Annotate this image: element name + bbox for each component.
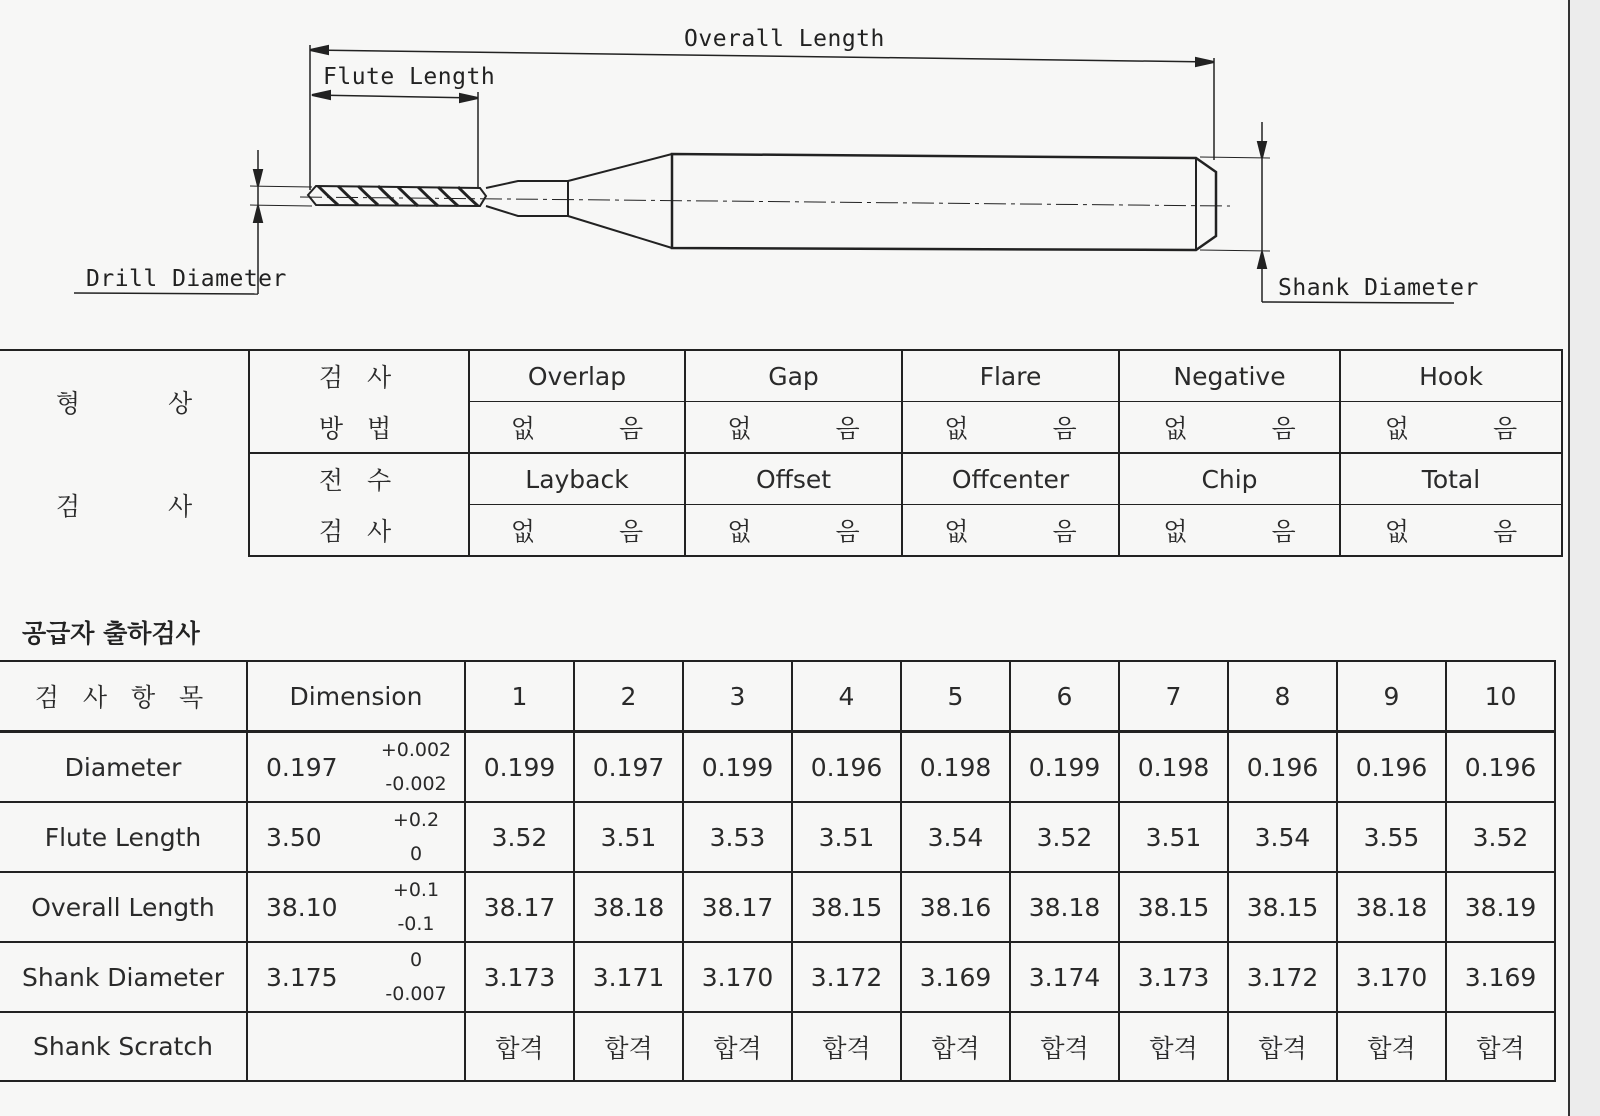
method-label-4: 검 사 bbox=[249, 505, 469, 557]
result-overlap: 없 음 bbox=[469, 402, 685, 454]
item-hook: Hook bbox=[1340, 350, 1562, 402]
measured-value: 3.54 bbox=[901, 802, 1010, 872]
table-row bbox=[0, 872, 1555, 942]
measured-value: 38.18 bbox=[574, 872, 683, 942]
item-flare: Flare bbox=[902, 350, 1119, 402]
result-gap: 없 음 bbox=[685, 402, 902, 454]
inspection-label: 검 사 bbox=[0, 453, 249, 556]
measured-value: 합격 bbox=[574, 1012, 683, 1081]
item-negative: Negative bbox=[1119, 350, 1340, 402]
measured-value: 0.197 bbox=[574, 732, 683, 803]
result-flare: 없 음 bbox=[902, 402, 1119, 454]
measured-value: 3.54 bbox=[1228, 802, 1337, 872]
item-chip: Chip bbox=[1119, 453, 1340, 505]
method-label-3: 전 수 bbox=[249, 453, 469, 505]
row-dimension bbox=[247, 802, 465, 872]
header-sample-4: 4 bbox=[792, 661, 901, 732]
measured-value: 0.196 bbox=[1337, 732, 1446, 803]
tolerance bbox=[376, 873, 456, 941]
measured-value: 38.17 bbox=[465, 872, 574, 942]
header-sample-8: 8 bbox=[1228, 661, 1337, 732]
measured-value: 0.199 bbox=[1010, 732, 1119, 803]
measured-value: 3.170 bbox=[683, 942, 792, 1012]
nominal-value: 0.197 bbox=[266, 752, 338, 782]
measured-value: 합격 bbox=[901, 1012, 1010, 1081]
measured-value: 3.173 bbox=[465, 942, 574, 1012]
table-row bbox=[0, 802, 1555, 872]
table-row bbox=[0, 732, 1555, 803]
item-offset: Offset bbox=[685, 453, 902, 505]
measured-value: 3.169 bbox=[1446, 942, 1555, 1012]
measured-value: 0.199 bbox=[683, 732, 792, 803]
row-item-label: Overall Length bbox=[0, 872, 247, 942]
measured-value: 38.19 bbox=[1446, 872, 1555, 942]
measured-value: 38.15 bbox=[1228, 872, 1337, 942]
measured-value: 3.170 bbox=[1337, 942, 1446, 1012]
table-row bbox=[0, 1012, 1555, 1081]
method-label-2: 방 법 bbox=[249, 402, 469, 454]
row-dimension bbox=[247, 942, 465, 1012]
measured-value: 38.16 bbox=[901, 872, 1010, 942]
measured-value: 3.171 bbox=[574, 942, 683, 1012]
result-layback: 없 음 bbox=[469, 505, 685, 557]
measured-value: 합격 bbox=[1337, 1012, 1446, 1081]
row-item-label: Flute Length bbox=[0, 802, 247, 872]
measured-value: 3.52 bbox=[1010, 802, 1119, 872]
measured-value: 3.51 bbox=[574, 802, 683, 872]
measured-value: 38.17 bbox=[683, 872, 792, 942]
measured-value: 합격 bbox=[683, 1012, 792, 1081]
measured-value: 합격 bbox=[1446, 1012, 1555, 1081]
tolerance-minus: -0.007 bbox=[385, 983, 447, 1005]
row-dimension bbox=[247, 872, 465, 942]
header-sample-6: 6 bbox=[1010, 661, 1119, 732]
row-dimension bbox=[247, 1012, 465, 1081]
table-header-row bbox=[0, 661, 1555, 732]
item-layback: Layback bbox=[469, 453, 685, 505]
shank-diameter-label: Shank Diameter bbox=[1278, 275, 1479, 301]
measured-value: 3.169 bbox=[901, 942, 1010, 1012]
measured-value: 0.198 bbox=[1119, 732, 1228, 803]
measured-value: 합격 bbox=[1119, 1012, 1228, 1081]
measured-value: 0.199 bbox=[465, 732, 574, 803]
method-label-1: 검 사 bbox=[249, 350, 469, 402]
result-hook: 없 음 bbox=[1340, 402, 1562, 454]
drill-diameter-label: Drill Diameter bbox=[86, 266, 287, 292]
tolerance-minus: -0.002 bbox=[385, 773, 447, 795]
tolerance-plus: +0.2 bbox=[392, 809, 440, 831]
result-total: 없 음 bbox=[1340, 505, 1562, 557]
header-dimension: Dimension bbox=[247, 661, 465, 732]
measured-value: 합격 bbox=[465, 1012, 574, 1081]
header-sample-2: 2 bbox=[574, 661, 683, 732]
measured-value: 3.172 bbox=[792, 942, 901, 1012]
item-total: Total bbox=[1340, 453, 1562, 505]
measured-value: 0.196 bbox=[792, 732, 901, 803]
result-chip: 없 음 bbox=[1119, 505, 1340, 557]
tolerance-plus: 0 bbox=[409, 949, 423, 971]
measured-value: 3.172 bbox=[1228, 942, 1337, 1012]
header-item: 검 사 항 목 bbox=[0, 661, 247, 732]
row-item-label: Shank Diameter bbox=[0, 942, 247, 1012]
measured-value: 3.53 bbox=[683, 802, 792, 872]
header-sample-10: 10 bbox=[1446, 661, 1555, 732]
tolerance-minus: 0 bbox=[409, 843, 423, 865]
row-item-label: Shank Scratch bbox=[0, 1012, 247, 1081]
tolerance-plus: +0.1 bbox=[392, 879, 440, 901]
nominal-value: 3.175 bbox=[266, 962, 338, 992]
measured-value: 3.51 bbox=[792, 802, 901, 872]
nominal-value: 3.50 bbox=[266, 822, 322, 852]
result-offcenter: 없 음 bbox=[902, 505, 1119, 557]
header-sample-3: 3 bbox=[683, 661, 792, 732]
shape-label: 형 상 bbox=[0, 350, 249, 453]
tolerance bbox=[376, 943, 456, 1011]
measured-value: 0.196 bbox=[1446, 732, 1555, 803]
header-sample-9: 9 bbox=[1337, 661, 1446, 732]
overall-length-label: Overall Length bbox=[684, 26, 885, 52]
header-sample-1: 1 bbox=[465, 661, 574, 732]
shipping-inspection-table bbox=[0, 660, 1556, 1082]
item-offcenter: Offcenter bbox=[902, 453, 1119, 505]
tolerance bbox=[376, 803, 456, 871]
measured-value: 3.52 bbox=[1446, 802, 1555, 872]
measured-value: 38.15 bbox=[792, 872, 901, 942]
row-dimension bbox=[247, 732, 465, 803]
measured-value: 38.18 bbox=[1010, 872, 1119, 942]
tolerance-minus: -0.1 bbox=[397, 913, 435, 935]
measured-value: 38.15 bbox=[1119, 872, 1228, 942]
measured-value: 합격 bbox=[1228, 1012, 1337, 1081]
measured-value: 3.52 bbox=[465, 802, 574, 872]
header-sample-5: 5 bbox=[901, 661, 1010, 732]
item-overlap: Overlap bbox=[469, 350, 685, 402]
result-offset: 없 음 bbox=[685, 505, 902, 557]
tolerance-plus: +0.002 bbox=[380, 739, 452, 761]
row-item-label: Diameter bbox=[0, 732, 247, 803]
header-sample-7: 7 bbox=[1119, 661, 1228, 732]
measured-value: 3.173 bbox=[1119, 942, 1228, 1012]
measured-value: 0.196 bbox=[1228, 732, 1337, 803]
measured-value: 합격 bbox=[792, 1012, 901, 1081]
measured-value: 38.18 bbox=[1337, 872, 1446, 942]
flute-length-label: Flute Length bbox=[323, 64, 496, 90]
measured-value: 합격 bbox=[1010, 1012, 1119, 1081]
shape-inspection-table bbox=[0, 349, 1563, 557]
table-row bbox=[0, 942, 1555, 1012]
result-negative: 없 음 bbox=[1119, 402, 1340, 454]
nominal-value: 38.10 bbox=[266, 892, 338, 922]
measured-value: 3.55 bbox=[1337, 802, 1446, 872]
measured-value: 0.198 bbox=[901, 732, 1010, 803]
measured-value: 3.51 bbox=[1119, 802, 1228, 872]
measured-value: 3.174 bbox=[1010, 942, 1119, 1012]
shipping-inspection-title: 공급자 출하검사 bbox=[22, 619, 200, 648]
tolerance bbox=[376, 733, 456, 801]
item-gap: Gap bbox=[685, 350, 902, 402]
